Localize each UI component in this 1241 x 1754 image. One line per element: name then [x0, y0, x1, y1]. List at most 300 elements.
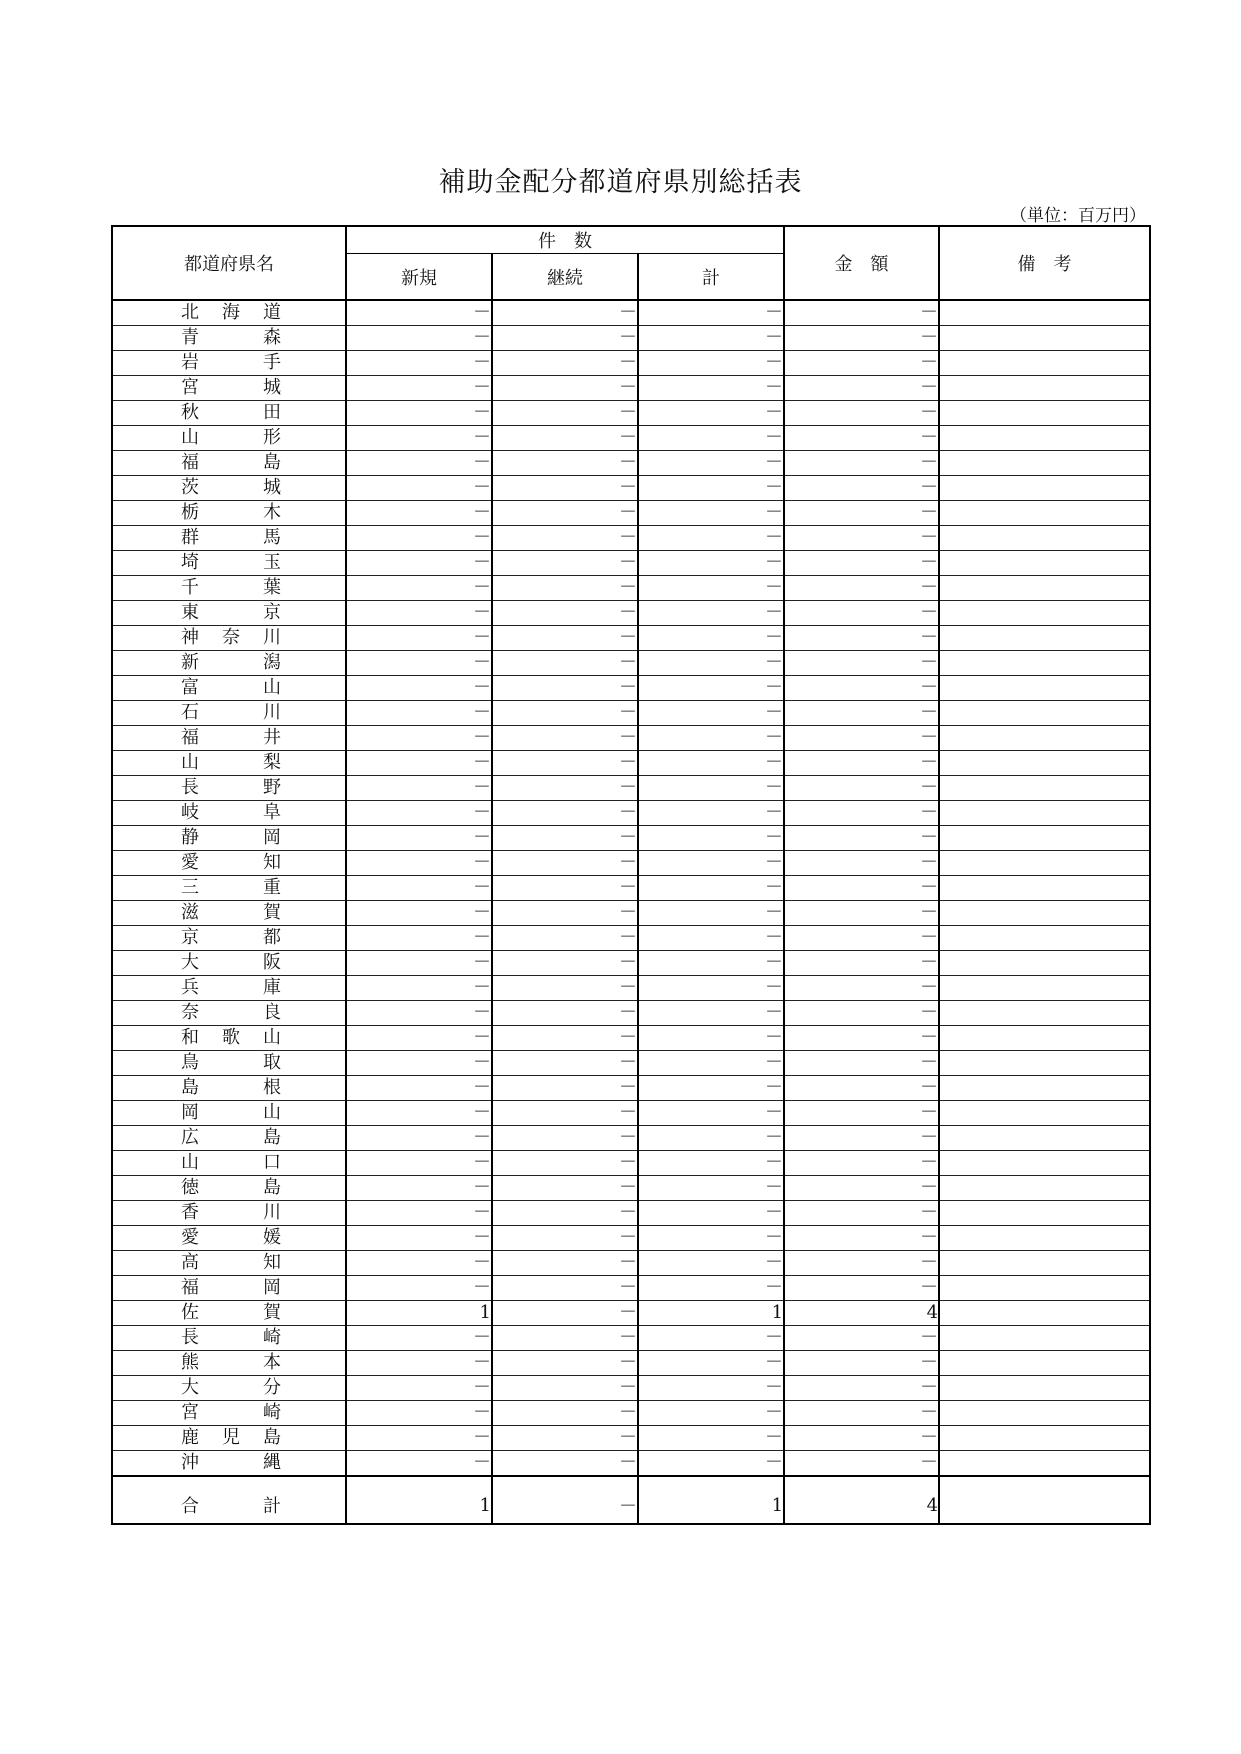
table-body: [112, 300, 1150, 1476]
remarks-cell: [939, 1426, 1150, 1451]
subtotal-count: －: [638, 976, 784, 1001]
continuing-count: －: [492, 1401, 638, 1426]
table-row: [112, 476, 1150, 501]
amount-value: －: [784, 951, 939, 976]
subtotal-count: －: [638, 826, 784, 851]
remarks-cell: [939, 1401, 1150, 1426]
remarks-cell: [939, 1001, 1150, 1026]
continuing-count: －: [492, 1176, 638, 1201]
new-count: －: [346, 626, 492, 651]
prefecture-name: 奈 良: [181, 1002, 281, 1023]
table-row: [112, 951, 1150, 976]
total-remarks: [939, 1487, 1150, 1524]
table-row: [112, 826, 1150, 851]
prefecture-cell: [112, 801, 346, 826]
table-row: [112, 776, 1150, 801]
continuing-count: －: [492, 901, 638, 926]
prefecture-cell: [112, 1126, 346, 1151]
remarks-cell: [939, 526, 1150, 551]
continuing-count: －: [492, 476, 638, 501]
new-count: －: [346, 1026, 492, 1051]
continuing-count: －: [492, 876, 638, 901]
new-count: －: [346, 1001, 492, 1026]
subtotal-count: 1: [638, 1301, 784, 1326]
prefecture-cell: [112, 526, 346, 551]
subtotal-count: －: [638, 376, 784, 401]
prefecture-cell: [112, 326, 346, 351]
amount-value: －: [784, 901, 939, 926]
subtotal-count: －: [638, 451, 784, 476]
prefecture-cell: [112, 576, 346, 601]
prefecture-cell: [112, 601, 346, 626]
total-label: 合 計: [181, 1496, 281, 1517]
prefecture-cell: [112, 651, 346, 676]
amount-value: －: [784, 1251, 939, 1276]
prefecture-cell: [112, 701, 346, 726]
remarks-cell: [939, 300, 1150, 326]
amount-value: －: [784, 776, 939, 801]
continuing-count: －: [492, 1001, 638, 1026]
prefecture-cell: [112, 1376, 346, 1401]
prefecture-name: 広 島: [181, 1127, 281, 1148]
prefecture-cell: [112, 1051, 346, 1076]
prefecture-cell: [112, 551, 346, 576]
prefecture-cell: [112, 376, 346, 401]
prefecture-cell: [112, 751, 346, 776]
prefecture-name: 宮 城: [181, 377, 281, 398]
prefecture-cell: [112, 1201, 346, 1226]
continuing-count: －: [492, 926, 638, 951]
amount-value: －: [784, 1426, 939, 1451]
new-count: －: [346, 776, 492, 801]
continuing-count: －: [492, 1026, 638, 1051]
prefecture-cell: [112, 1326, 346, 1351]
subtotal-count: －: [638, 426, 784, 451]
prefecture-cell: [112, 501, 346, 526]
remarks-cell: [939, 701, 1150, 726]
table-row: [112, 926, 1150, 951]
remarks-cell: [939, 376, 1150, 401]
prefecture-name: 長 野: [181, 777, 281, 798]
total-subtotal: 1: [638, 1487, 784, 1524]
prefecture-cell: [112, 451, 346, 476]
remarks-cell: [939, 876, 1150, 901]
prefecture-name: 山 口: [181, 1152, 281, 1173]
remarks-cell: [939, 751, 1150, 776]
amount-value: －: [784, 1226, 939, 1251]
prefecture-name: 兵 庫: [181, 977, 281, 998]
remarks-cell: [939, 1351, 1150, 1376]
continuing-count: －: [492, 351, 638, 376]
prefecture-name: 山 形: [181, 427, 281, 448]
continuing-count: －: [492, 1076, 638, 1101]
amount-value: －: [784, 1001, 939, 1026]
prefecture-name: 岡 山: [181, 1102, 281, 1123]
remarks-cell: [939, 726, 1150, 751]
amount-value: －: [784, 1376, 939, 1401]
remarks-cell: [939, 1151, 1150, 1176]
prefecture-cell: [112, 726, 346, 751]
spacer-cell: [112, 1476, 346, 1487]
amount-value: －: [784, 851, 939, 876]
subtotal-count: －: [638, 1076, 784, 1101]
amount-value: －: [784, 1201, 939, 1226]
new-count: －: [346, 476, 492, 501]
prefecture-cell: [112, 426, 346, 451]
prefecture-name: 青 森: [181, 327, 281, 348]
prefecture-name: 鳥 取: [181, 1052, 281, 1073]
prefecture-name: 長 崎: [181, 1327, 281, 1348]
remarks-cell: [939, 1026, 1150, 1051]
continuing-count: －: [492, 1426, 638, 1451]
prefecture-cell: [112, 901, 346, 926]
continuing-count: －: [492, 1301, 638, 1326]
amount-value: －: [784, 401, 939, 426]
subtotal-count: －: [638, 1001, 784, 1026]
remarks-cell: [939, 426, 1150, 451]
prefecture-name: 高 知: [181, 1252, 281, 1273]
subtotal-count: －: [638, 876, 784, 901]
subtotal-count: －: [638, 1451, 784, 1477]
header-new: 新規: [346, 254, 492, 301]
amount-value: －: [784, 1351, 939, 1376]
new-count: －: [346, 1451, 492, 1477]
prefecture-name: 福 岡: [181, 1277, 281, 1298]
header-prefecture: 都道府県名: [112, 226, 346, 300]
prefecture-name: 宮 崎: [181, 1402, 281, 1423]
table-row: [112, 1101, 1150, 1126]
new-count: －: [346, 376, 492, 401]
amount-value: －: [784, 376, 939, 401]
remarks-cell: [939, 1051, 1150, 1076]
new-count: －: [346, 300, 492, 326]
new-count: －: [346, 676, 492, 701]
continuing-count: －: [492, 326, 638, 351]
subtotal-count: －: [638, 851, 784, 876]
remarks-cell: [939, 576, 1150, 601]
subtotal-count: －: [638, 526, 784, 551]
prefecture-cell: [112, 626, 346, 651]
table-row: [112, 1176, 1150, 1201]
total-row: [112, 1487, 1150, 1524]
prefecture-cell: [112, 951, 346, 976]
amount-value: －: [784, 1451, 939, 1477]
prefecture-name: 福 島: [181, 452, 281, 473]
remarks-cell: [939, 676, 1150, 701]
prefecture-name: 埼 玉: [181, 552, 281, 573]
subtotal-count: －: [638, 476, 784, 501]
table-row: [112, 300, 1150, 326]
remarks-cell: [939, 1101, 1150, 1126]
amount-value: －: [784, 701, 939, 726]
subtotal-count: －: [638, 776, 784, 801]
new-count: －: [346, 926, 492, 951]
new-count: －: [346, 726, 492, 751]
new-count: －: [346, 1401, 492, 1426]
amount-value: －: [784, 726, 939, 751]
amount-value: －: [784, 1401, 939, 1426]
table-row: [112, 1251, 1150, 1276]
new-count: －: [346, 1326, 492, 1351]
prefecture-name: 熊 本: [181, 1352, 281, 1373]
continuing-count: －: [492, 551, 638, 576]
continuing-count: －: [492, 300, 638, 326]
new-count: －: [346, 876, 492, 901]
new-count: －: [346, 451, 492, 476]
unit-label: （単位：百万円）: [1010, 206, 1146, 226]
continuing-count: －: [492, 1451, 638, 1477]
amount-value: －: [784, 976, 939, 1001]
continuing-count: －: [492, 501, 638, 526]
amount-value: －: [784, 501, 939, 526]
amount-value: －: [784, 1101, 939, 1126]
remarks-cell: [939, 1226, 1150, 1251]
spacer-cell: [638, 1476, 784, 1487]
remarks-cell: [939, 1276, 1150, 1301]
prefecture-cell: [112, 1351, 346, 1376]
subtotal-count: －: [638, 576, 784, 601]
table-row: [112, 901, 1150, 926]
table-row: [112, 1351, 1150, 1376]
amount-value: －: [784, 651, 939, 676]
subtotal-count: －: [638, 401, 784, 426]
table-row: [112, 1276, 1150, 1301]
prefecture-cell: [112, 300, 346, 326]
prefecture-name: 神 奈 川: [181, 627, 281, 648]
amount-value: －: [784, 676, 939, 701]
continuing-count: －: [492, 601, 638, 626]
amount-value: －: [784, 1076, 939, 1101]
prefecture-cell: [112, 876, 346, 901]
amount-value: －: [784, 476, 939, 501]
new-count: －: [346, 501, 492, 526]
remarks-cell: [939, 651, 1150, 676]
new-count: －: [346, 576, 492, 601]
spacer-cell: [492, 1476, 638, 1487]
table-row: [112, 1226, 1150, 1251]
header-continuing: 継続: [492, 254, 638, 301]
total-label-cell: [112, 1487, 346, 1524]
table-row: [112, 1301, 1150, 1326]
new-count: －: [346, 751, 492, 776]
table-row: [112, 551, 1150, 576]
prefecture-name: 北 海 道: [181, 302, 281, 323]
continuing-count: －: [492, 1126, 638, 1151]
subtotal-count: －: [638, 701, 784, 726]
prefecture-name: 京 都: [181, 927, 281, 948]
remarks-cell: [939, 351, 1150, 376]
continuing-count: －: [492, 1051, 638, 1076]
subtotal-count: －: [638, 626, 784, 651]
new-count: －: [346, 826, 492, 851]
amount-value: －: [784, 576, 939, 601]
continuing-count: －: [492, 1276, 638, 1301]
prefecture-cell: [112, 776, 346, 801]
table-row: [112, 676, 1150, 701]
prefecture-name: 大 分: [181, 1377, 281, 1398]
remarks-cell: [939, 1076, 1150, 1101]
subtotal-count: －: [638, 1051, 784, 1076]
subtotal-count: －: [638, 676, 784, 701]
remarks-cell: [939, 976, 1150, 1001]
continuing-count: －: [492, 1326, 638, 1351]
new-count: －: [346, 1426, 492, 1451]
prefecture-cell: [112, 351, 346, 376]
prefecture-name: 静 岡: [181, 827, 281, 848]
prefecture-name: 沖 縄: [181, 1452, 281, 1473]
prefecture-cell: [112, 1276, 346, 1301]
remarks-cell: [939, 1201, 1150, 1226]
new-count: －: [346, 1051, 492, 1076]
remarks-cell: [939, 951, 1150, 976]
subtotal-count: －: [638, 901, 784, 926]
subtotal-count: －: [638, 1026, 784, 1051]
prefecture-cell: [112, 401, 346, 426]
prefecture-name: 三 重: [181, 877, 281, 898]
prefecture-summary-table: [111, 225, 1151, 1525]
table-row: [112, 526, 1150, 551]
continuing-count: －: [492, 1251, 638, 1276]
subtotal-count: －: [638, 951, 784, 976]
subtotal-count: －: [638, 1176, 784, 1201]
new-count: －: [346, 1176, 492, 1201]
table-row: [112, 1076, 1150, 1101]
subtotal-count: －: [638, 801, 784, 826]
prefecture-cell: [112, 1151, 346, 1176]
table-row: [112, 376, 1150, 401]
prefecture-name: 秋 田: [181, 402, 281, 423]
prefecture-name: 千 葉: [181, 577, 281, 598]
continuing-count: －: [492, 1151, 638, 1176]
table-row: [112, 726, 1150, 751]
prefecture-cell: [112, 1451, 346, 1477]
remarks-cell: [939, 851, 1150, 876]
continuing-count: －: [492, 776, 638, 801]
prefecture-cell: [112, 476, 346, 501]
remarks-cell: [939, 1126, 1150, 1151]
continuing-count: －: [492, 1201, 638, 1226]
prefecture-cell: [112, 676, 346, 701]
amount-value: －: [784, 601, 939, 626]
subtotal-count: －: [638, 1326, 784, 1351]
new-count: －: [346, 1351, 492, 1376]
amount-value: －: [784, 451, 939, 476]
total-continuing: －: [492, 1487, 638, 1524]
prefecture-cell: [112, 976, 346, 1001]
table-row: [112, 1001, 1150, 1026]
new-count: －: [346, 351, 492, 376]
remarks-cell: [939, 1176, 1150, 1201]
prefecture-cell: [112, 926, 346, 951]
prefecture-cell: [112, 826, 346, 851]
continuing-count: －: [492, 426, 638, 451]
table-row: [112, 501, 1150, 526]
prefecture-name: 岩 手: [181, 352, 281, 373]
table-row: [112, 976, 1150, 1001]
table-row: [112, 576, 1150, 601]
remarks-cell: [939, 826, 1150, 851]
amount-value: －: [784, 300, 939, 326]
prefecture-cell: [112, 1026, 346, 1051]
amount-value: －: [784, 876, 939, 901]
prefecture-name: 香 川: [181, 1202, 281, 1223]
prefecture-name: 徳 島: [181, 1177, 281, 1198]
table-row: [112, 326, 1150, 351]
remarks-cell: [939, 476, 1150, 501]
amount-value: －: [784, 1176, 939, 1201]
prefecture-cell: [112, 1426, 346, 1451]
remarks-cell: [939, 776, 1150, 801]
new-count: －: [346, 1076, 492, 1101]
prefecture-cell: [112, 1251, 346, 1276]
page-title: 補助金配分都道府県別総括表: [438, 167, 803, 198]
subtotal-count: －: [638, 300, 784, 326]
amount-value: －: [784, 351, 939, 376]
total-new: 1: [346, 1487, 492, 1524]
new-count: －: [346, 1251, 492, 1276]
table-row: [112, 876, 1150, 901]
subtotal-count: －: [638, 926, 784, 951]
new-count: －: [346, 901, 492, 926]
continuing-count: －: [492, 651, 638, 676]
continuing-count: －: [492, 1376, 638, 1401]
table-row: [112, 601, 1150, 626]
amount-value: －: [784, 826, 939, 851]
remarks-cell: [939, 601, 1150, 626]
subtotal-count: －: [638, 726, 784, 751]
subtotal-count: －: [638, 351, 784, 376]
new-count: －: [346, 1126, 492, 1151]
table-row: [112, 1026, 1150, 1051]
continuing-count: －: [492, 726, 638, 751]
continuing-count: －: [492, 1101, 638, 1126]
table-row: [112, 1401, 1150, 1426]
new-count: －: [346, 551, 492, 576]
continuing-count: －: [492, 626, 638, 651]
amount-value: －: [784, 1126, 939, 1151]
table-row: [112, 1451, 1150, 1477]
subtotal-count: －: [638, 551, 784, 576]
table-row: [112, 751, 1150, 776]
prefecture-name: 和 歌 山: [181, 1027, 281, 1048]
amount-value: －: [784, 1151, 939, 1176]
prefecture-name: 大 阪: [181, 952, 281, 973]
table-row: [112, 1126, 1150, 1151]
table-row: [112, 1051, 1150, 1076]
subtotal-count: －: [638, 326, 784, 351]
continuing-count: －: [492, 376, 638, 401]
new-count: －: [346, 1101, 492, 1126]
table-row: [112, 1426, 1150, 1451]
spacer-cell: [346, 1476, 492, 1487]
prefecture-name: 新 潟: [181, 652, 281, 673]
remarks-cell: [939, 401, 1150, 426]
prefecture-name: 茨 城: [181, 477, 281, 498]
subtotal-count: －: [638, 1226, 784, 1251]
remarks-cell: [939, 551, 1150, 576]
new-count: －: [346, 1276, 492, 1301]
prefecture-name: 鹿 児 島: [181, 1427, 281, 1448]
prefecture-cell: [112, 851, 346, 876]
amount-value: －: [784, 1326, 939, 1351]
table-row: [112, 626, 1150, 651]
new-count: －: [346, 326, 492, 351]
amount-value: －: [784, 551, 939, 576]
amount-value: －: [784, 926, 939, 951]
continuing-count: －: [492, 1351, 638, 1376]
continuing-count: －: [492, 951, 638, 976]
subtotal-count: －: [638, 1126, 784, 1151]
